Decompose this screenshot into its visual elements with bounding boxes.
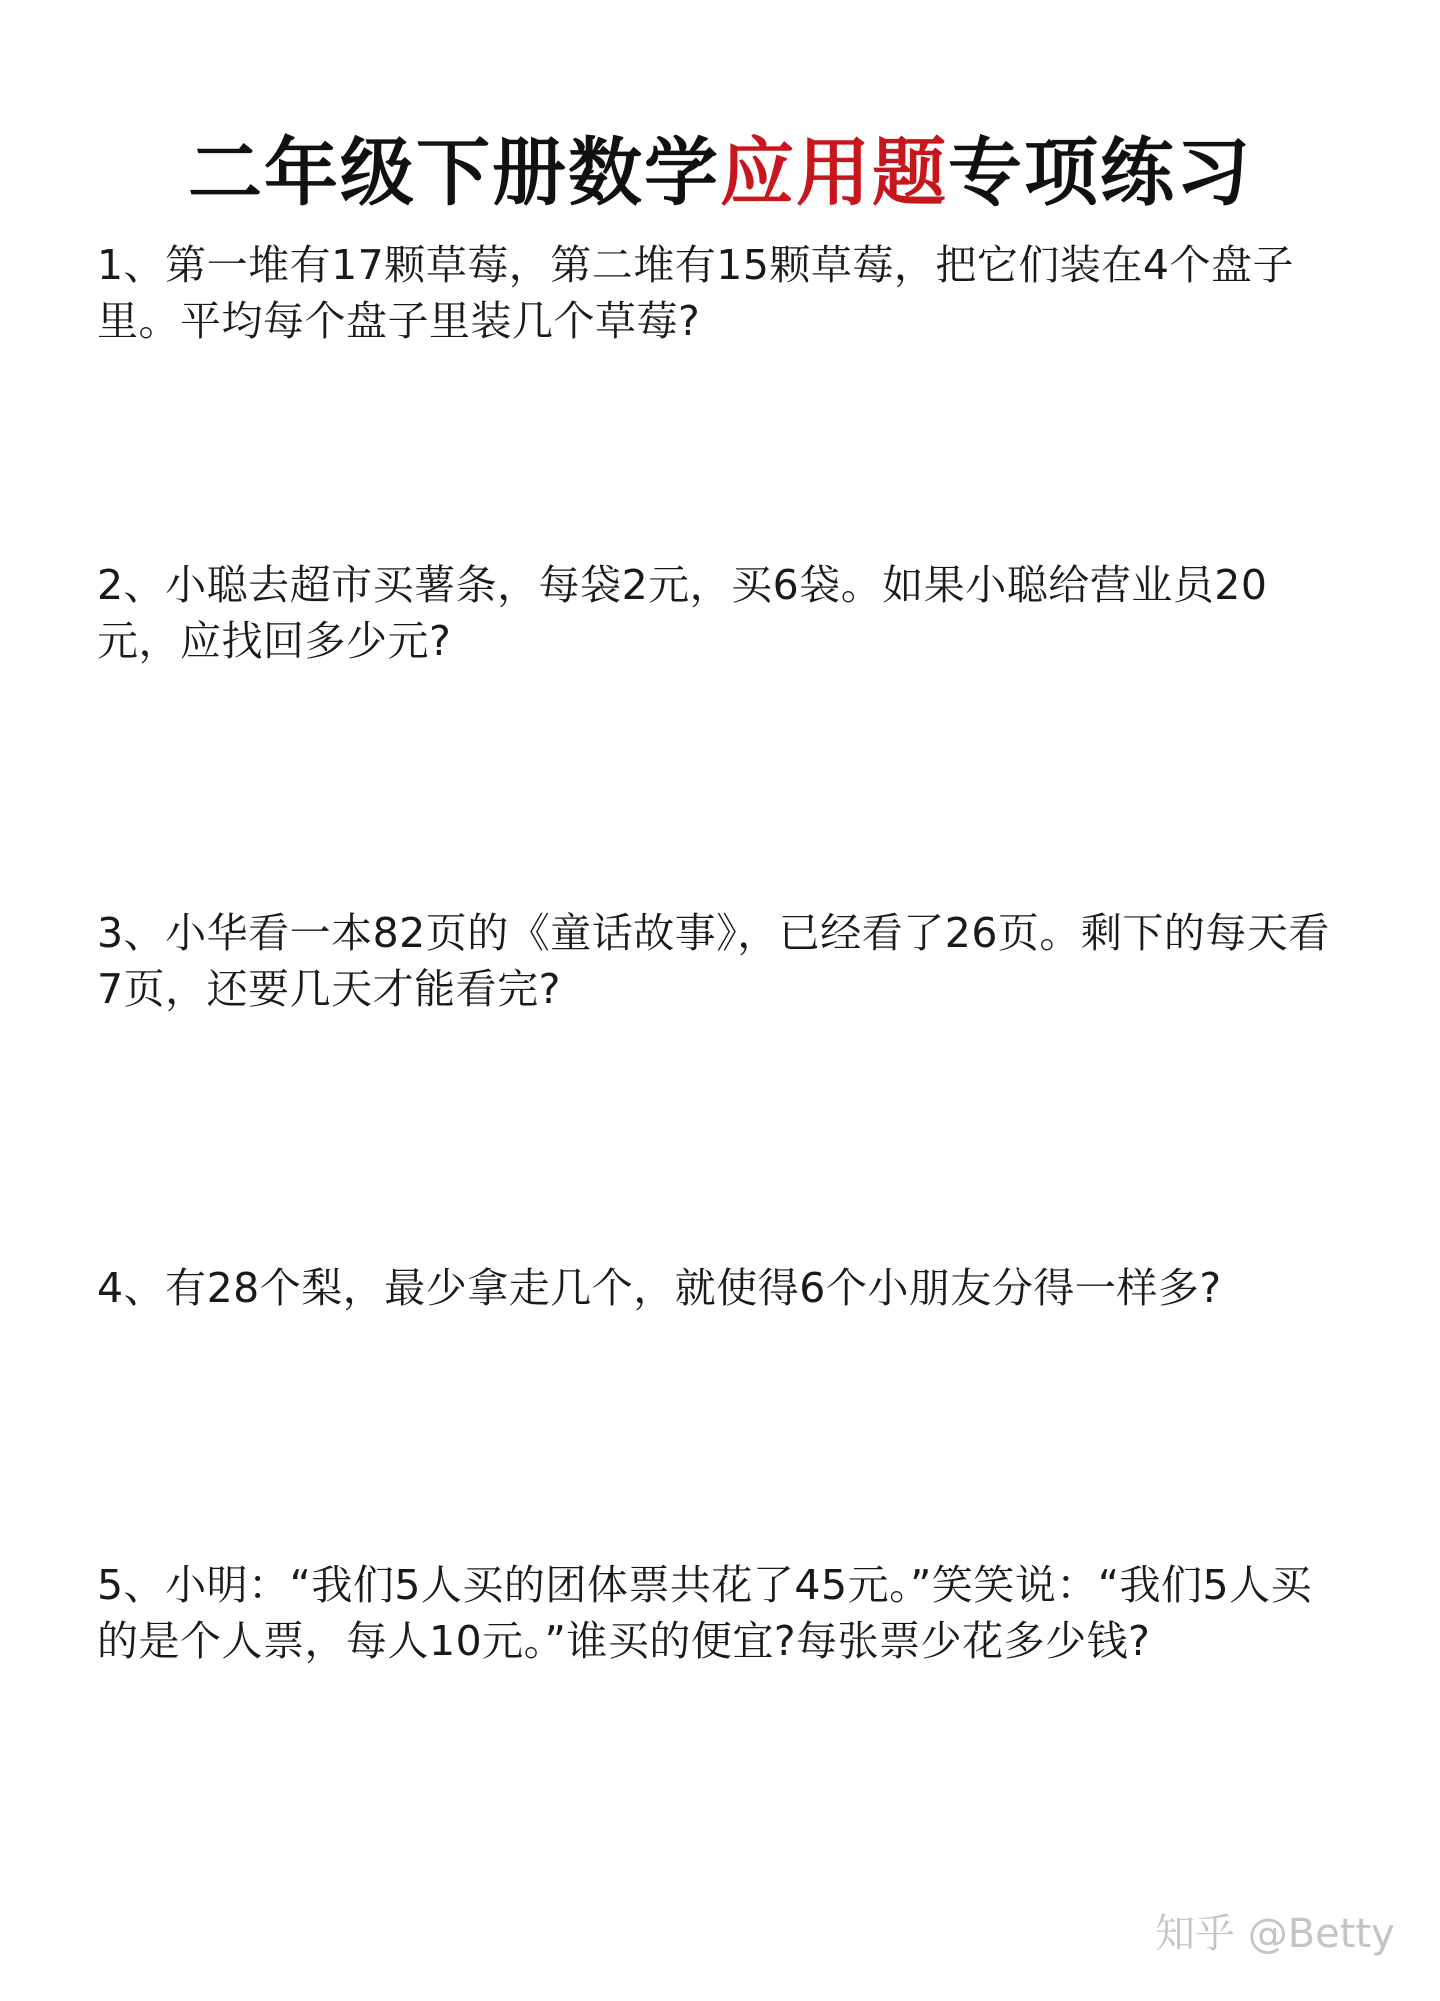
question-1: 1、第一堆有17颗草莓，第二堆有15颗草莓，把它们装在4个盘子里。平均每个盘子里装几个草莓? (97, 241, 1295, 345)
watermark: 知乎 @Betty (1155, 1911, 1395, 1957)
title-accent: 应用题 (720, 130, 948, 216)
page-title (0, 128, 1440, 218)
question-5: 5、小明：“我们5人买的团体票共花了45元。”笑笑说：“我们5人买的是个人票，每人10元。”谁买的便宜?每张票少花多少钱? (97, 1561, 1313, 1665)
title-part-2: 专项练习 (948, 130, 1252, 216)
title-part-1: 二年级下册数学 (188, 130, 720, 216)
question-4: 4、有28个梨，最少拿走几个，就使得6个小朋友分得一样多? (97, 1264, 1222, 1312)
question-2: 2、小聪去超市买薯条，每袋2元，买6袋。如果小聪给营业员20元，应找回多少元? (97, 561, 1268, 665)
question-3: 3、小华看一本82页的《童话故事》，已经看了26页。剩下的每天看7页，还要几天才能看完? (97, 909, 1330, 1013)
